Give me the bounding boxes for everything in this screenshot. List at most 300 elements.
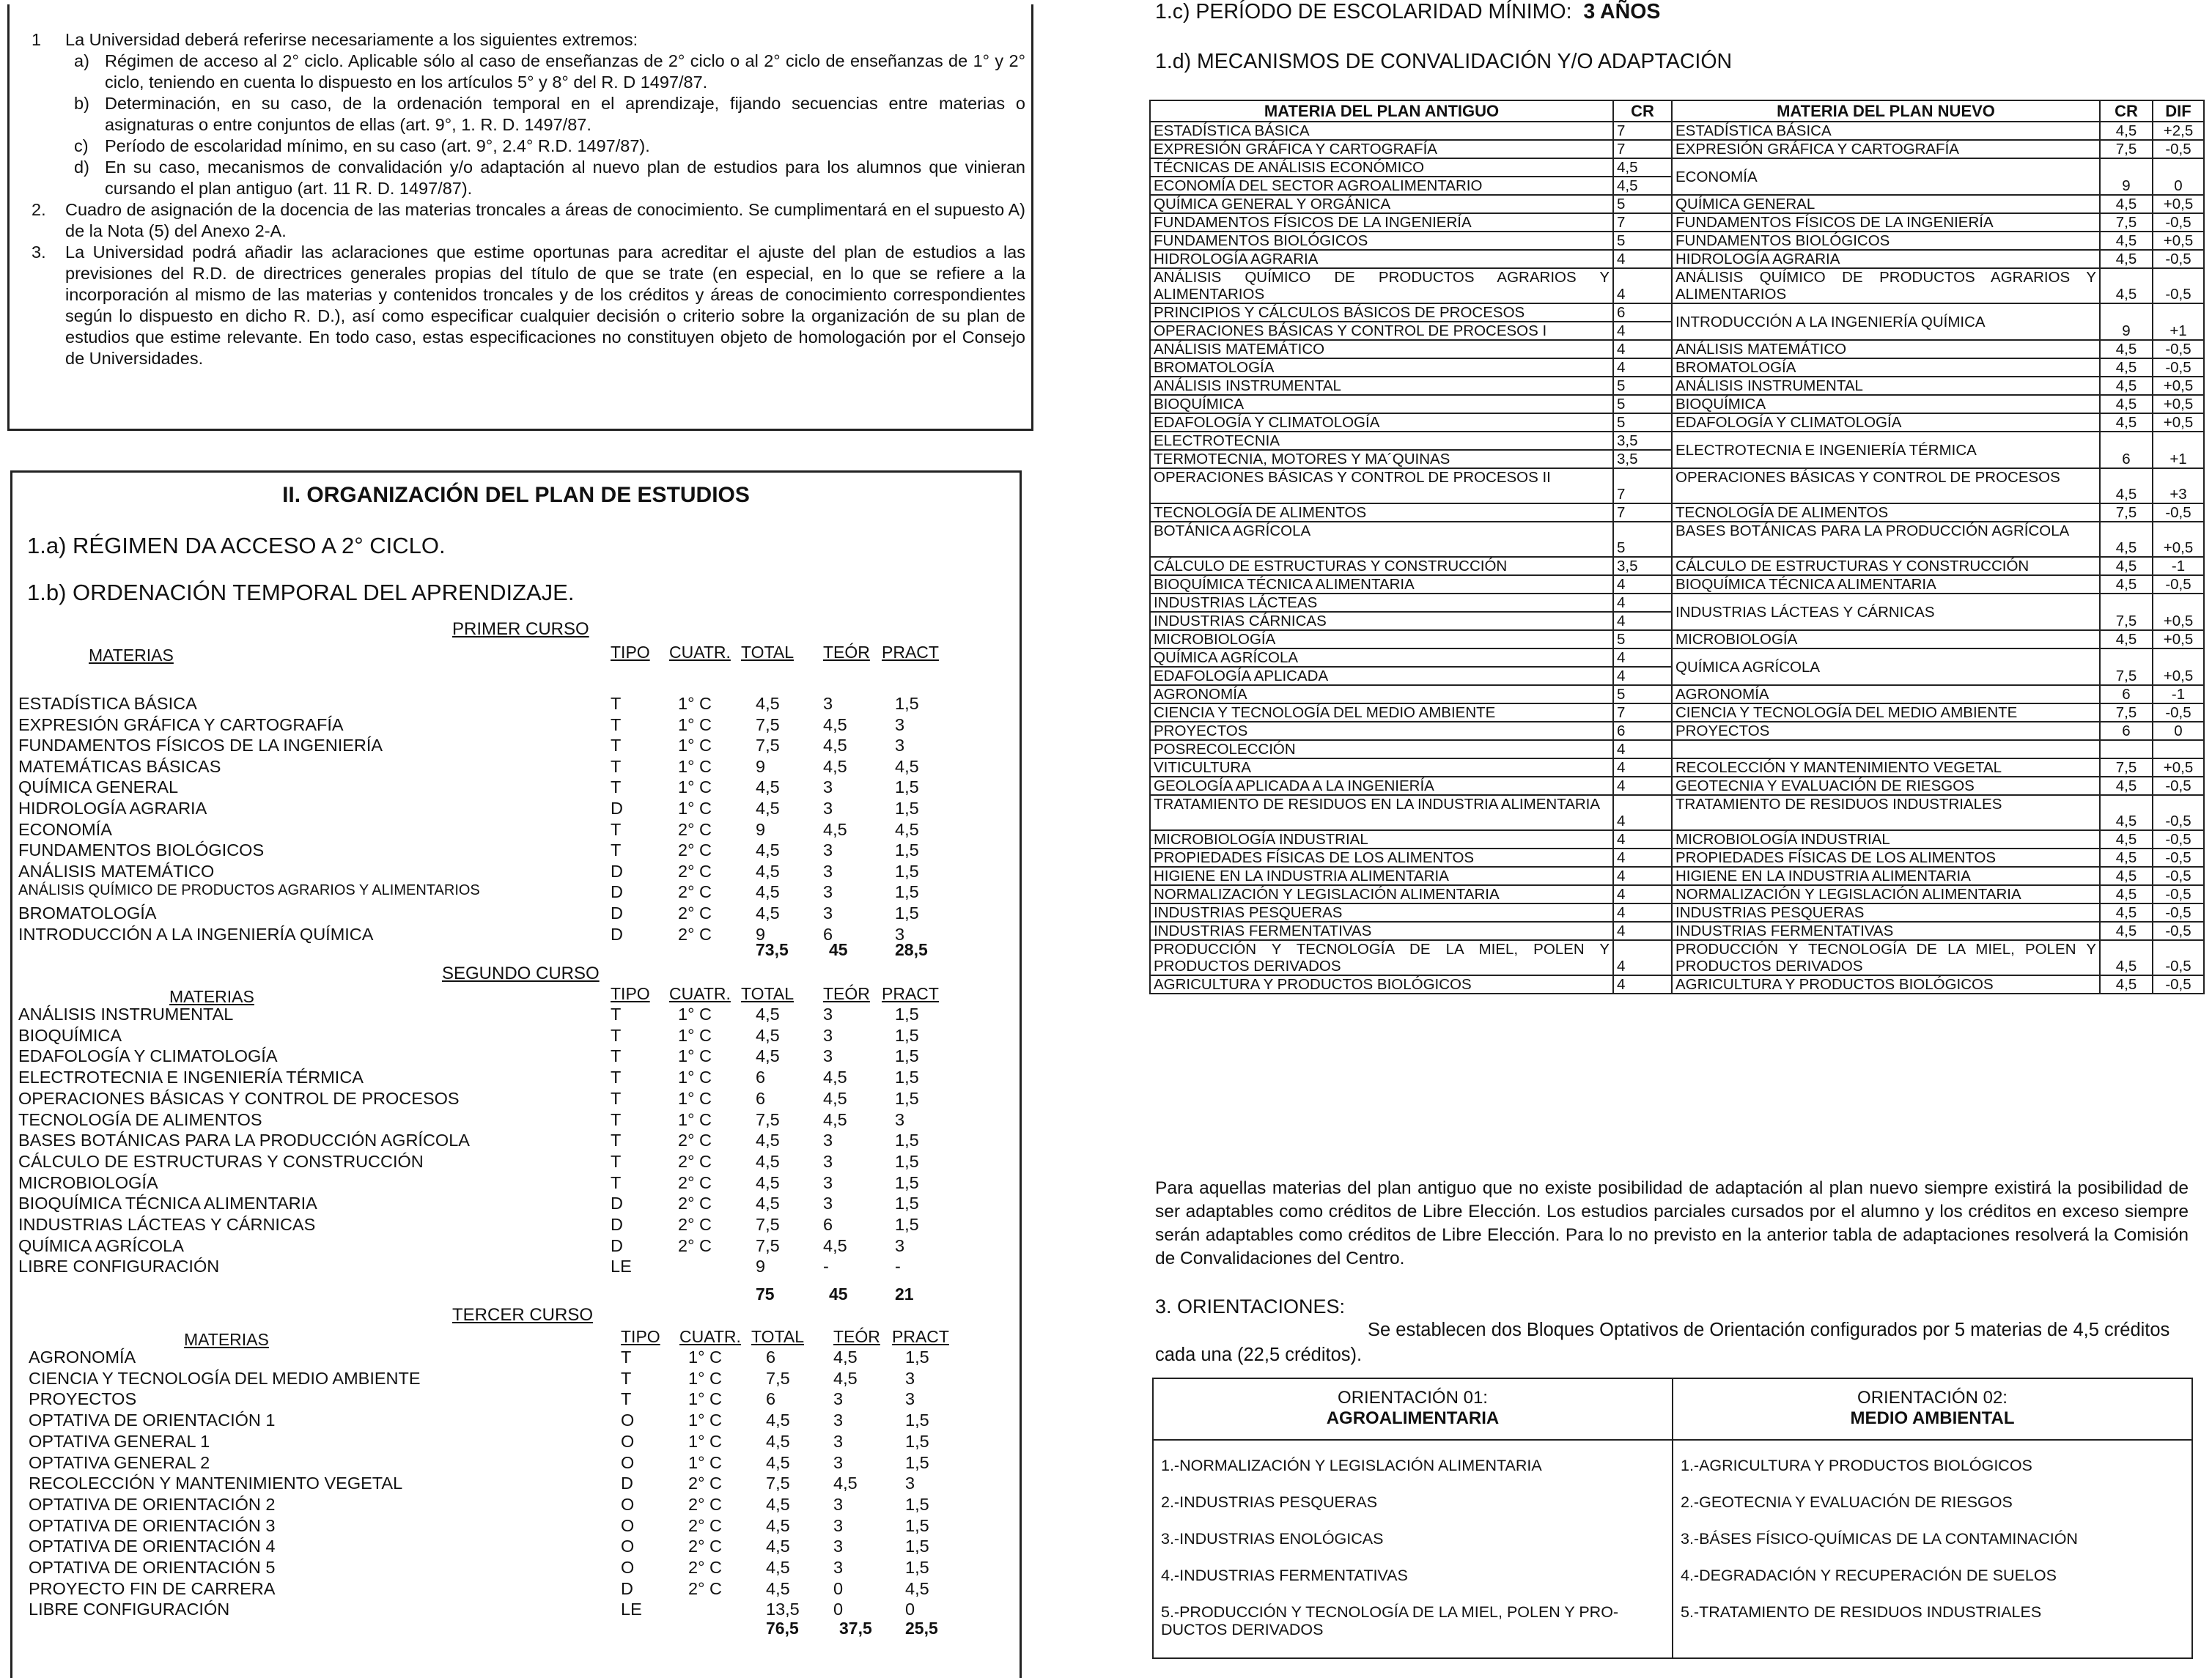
- new-cr-cell: 7,5: [2100, 648, 2153, 685]
- table-row: [12, 1579, 1017, 1600]
- new-cr-cell: 7,5: [2100, 594, 2153, 630]
- total-cell: 6: [756, 1068, 766, 1087]
- teor-cell: 4,5: [823, 736, 847, 755]
- table-row: [12, 1005, 1017, 1025]
- table-row: [1150, 703, 2204, 722]
- dif-cell: -0,5: [2153, 975, 2204, 994]
- table-row: [12, 777, 1017, 798]
- pract-cell: 1,5: [905, 1348, 929, 1367]
- cuatr-cell: 1° C: [678, 736, 712, 755]
- new-subject-cell: MICROBIOLOGÍA INDUSTRIAL: [1672, 830, 2100, 849]
- table-row: [1150, 722, 2204, 740]
- new-subject-cell: GEOTECNIA Y EVALUACIÓN DE RIESGOS: [1672, 777, 2100, 795]
- dif-cell: -0,5: [2153, 903, 2204, 922]
- pract-cell: 1,5: [895, 861, 919, 881]
- old-cr-cell: 4: [1613, 667, 1672, 685]
- table-row: [12, 1369, 1017, 1389]
- teor-cell: 4,5: [823, 756, 847, 776]
- pract-cell: 3: [895, 736, 905, 755]
- pract-cell: 1,5: [895, 1194, 919, 1213]
- header-materias: MATERIAS: [184, 1330, 269, 1349]
- old-subject-cell: BIOQUÍMICA: [1150, 395, 1613, 413]
- old-cr-cell: 5: [1613, 377, 1672, 395]
- old-cr-cell: 4: [1613, 648, 1672, 667]
- new-subject-cell: BASES BOTÁNICAS PARA LA PRODUCCIÓN AGRÍCOLA: [1672, 522, 2100, 557]
- old-subject-cell: EXPRESIÓN GRÁFICA Y CARTOGRAFÍA: [1150, 140, 1613, 158]
- old-cr-cell: 4: [1613, 612, 1672, 630]
- header-teor: TEÓR: [833, 1327, 880, 1346]
- cuatr-cell: 1° C: [678, 1068, 712, 1087]
- materia-cell: QUÍMICA AGRÍCOLA: [18, 1235, 184, 1255]
- total-cell: 7,5: [766, 1474, 790, 1493]
- old-subject-cell: HIDROLOGÍA AGRARIA: [1150, 250, 1613, 268]
- pract-cell: 1,5: [905, 1431, 929, 1451]
- new-subject-cell: CÁLCULO DE ESTRUCTURAS Y CONSTRUCCIÓN: [1672, 557, 2100, 575]
- total-cell: 4,5: [756, 903, 780, 923]
- old-cr-cell: 7: [1613, 468, 1672, 503]
- materia-cell: LIBRE CONFIGURACIÓN: [29, 1600, 230, 1619]
- orientaciones-text: Se establecen dos Bloques Optativos de Orientación configurados por 5 materias de 4,5 créditos cada una (22,5 créditos).: [1155, 1320, 2170, 1365]
- note-1d: d) En su caso, mecanismos de convalidación y/o adaptación al nuevo plan de estudios para los alumnos que vinieran cursando el plan antiguo (art. 11 R. D. 1497/87).: [74, 158, 1025, 198]
- dif-cell: -0,5: [2153, 885, 2204, 903]
- new-subject-cell: BIOQUÍMICA TÉCNICA ALIMENTARIA: [1672, 575, 2100, 594]
- tipo-cell: O: [621, 1515, 635, 1535]
- old-subject-cell: CIENCIA Y TECNOLOGÍA DEL MEDIO AMBIENTE: [1150, 703, 1613, 722]
- total-value: 21: [895, 1285, 914, 1304]
- old-subject-cell: ANÁLISIS INSTRUMENTAL: [1150, 377, 1613, 395]
- teor-cell: 3: [833, 1558, 844, 1577]
- tipo-cell: T: [611, 1172, 622, 1192]
- old-subject-cell: ANÁLISIS QUÍMICO DE PRODUCTOS AGRARIOS Y ALIMENTARIOS: [1150, 268, 1613, 303]
- table-row: [12, 1089, 1017, 1109]
- table-row: [12, 715, 1017, 736]
- teor-cell: 3: [823, 1131, 833, 1150]
- orientation-02-list: [1673, 1440, 2192, 1658]
- pract-cell: -: [895, 1257, 901, 1276]
- materia-cell: INTRODUCCIÓN A LA INGENIERÍA QUÍMICA: [18, 924, 374, 944]
- orientaciones-heading: 3. ORIENTACIONES:: [1155, 1296, 1346, 1317]
- old-subject-cell: AGRICULTURA Y PRODUCTOS BIOLÓGICOS: [1150, 975, 1613, 994]
- header-cuatr: CUATR.: [669, 984, 731, 1003]
- list-item: 2.-INDUSTRIAS PESQUERAS: [1161, 1493, 1378, 1511]
- teor-cell: 3: [823, 1005, 833, 1024]
- old-subject-cell: EDAFOLOGÍA APLICADA: [1150, 667, 1613, 685]
- new-cr-cell: 6: [2100, 722, 2153, 740]
- new-subject-cell: PRODUCCIÓN Y TECNOLOGÍA DE LA MIEL, POLEN Y PRODUCTOS DERIVADOS: [1672, 940, 2100, 975]
- materia-cell: OPTATIVA DE ORIENTACIÓN 5: [29, 1558, 276, 1577]
- total-cell: 4,5: [756, 1046, 780, 1066]
- old-cr-cell: 4: [1613, 740, 1672, 758]
- tipo-cell: T: [611, 1025, 622, 1045]
- table-row: [1150, 122, 2204, 140]
- table-row: [1150, 975, 2204, 994]
- materia-cell: CÁLCULO DE ESTRUCTURAS Y CONSTRUCCIÓN: [18, 1151, 424, 1171]
- tipo-cell: O: [621, 1494, 635, 1514]
- teor-cell: 3: [833, 1411, 844, 1430]
- materia-cell: HIDROLOGÍA AGRARIA: [18, 799, 207, 818]
- table-row: [12, 1537, 1017, 1557]
- total-cell: 6: [766, 1348, 776, 1367]
- table-body: [1150, 122, 2204, 994]
- old-cr-cell: 5: [1613, 413, 1672, 432]
- header-materias: MATERIAS: [89, 646, 174, 665]
- new-subject-cell: FUNDAMENTOS FÍSICOS DE LA INGENIERÍA: [1672, 213, 2100, 232]
- list-item: 5.-TRATAMIENTO DE RESIDUOS INDUSTRIALES: [1681, 1603, 2042, 1621]
- new-cr-cell: 6: [2100, 432, 2153, 468]
- materia-cell: FUNDAMENTOS BIOLÓGICOS: [18, 840, 265, 860]
- pract-cell: 3: [905, 1474, 915, 1493]
- table-row: [12, 1453, 1017, 1474]
- total-cell: 4,5: [756, 1194, 780, 1213]
- header-tipo: TIPO: [611, 984, 650, 1003]
- new-cr-cell: 4,5: [2100, 903, 2153, 922]
- table-row: [1150, 195, 2204, 213]
- new-cr-cell: 4,5: [2100, 268, 2153, 303]
- table-row: [1150, 922, 2204, 940]
- teor-cell: 4,5: [823, 1088, 847, 1108]
- new-cr-cell: 4,5: [2100, 557, 2153, 575]
- new-cr-cell: 4,5: [2100, 468, 2153, 503]
- materia-cell: ESTADÍSTICA BÁSICA: [18, 694, 197, 713]
- new-cr-cell: 4,5: [2100, 522, 2153, 557]
- table-row: [1150, 468, 2204, 503]
- tipo-cell: D: [611, 861, 623, 881]
- cuatr-cell: 2° C: [678, 924, 712, 944]
- old-cr-cell: 5: [1613, 195, 1672, 213]
- teor-cell: 3: [823, 777, 833, 797]
- total-cell: 4,5: [766, 1431, 790, 1451]
- heading-regimen-acceso: 1.a) RÉGIMEN DA ACCESO A 2° CICLO.: [27, 533, 446, 558]
- teor-cell: 3: [823, 1025, 833, 1045]
- new-subject-cell: AGRICULTURA Y PRODUCTOS BIOLÓGICOS: [1672, 975, 2100, 994]
- notes-box: [7, 4, 1033, 431]
- dif-cell: -1: [2153, 557, 2204, 575]
- tipo-cell: T: [621, 1348, 632, 1367]
- list-item: 4.-INDUSTRIAS FERMENTATIVAS: [1161, 1567, 1408, 1584]
- teor-cell: 3: [823, 840, 833, 860]
- pract-cell: 1,5: [895, 1068, 919, 1087]
- pract-cell: 1,5: [895, 1172, 919, 1192]
- cuatr-cell: 1° C: [678, 714, 712, 734]
- total-value: 25,5: [905, 1619, 938, 1638]
- cuatr-cell: 1° C: [678, 694, 712, 713]
- old-subject-cell: EDAFOLOGÍA Y CLIMATOLOGÍA: [1150, 413, 1613, 432]
- old-subject-cell: INDUSTRIAS FERMENTATIVAS: [1150, 922, 1613, 940]
- tipo-cell: T: [611, 840, 622, 860]
- pract-cell: 1,5: [895, 799, 919, 818]
- table-row: [12, 1194, 1017, 1214]
- old-subject-cell: MICROBIOLOGÍA INDUSTRIAL: [1150, 830, 1613, 849]
- cuatr-cell: 2° C: [678, 1235, 712, 1255]
- pract-cell: 3: [895, 1235, 905, 1255]
- total-cell: 4,5: [756, 861, 780, 881]
- table-row: [12, 1173, 1017, 1194]
- list-item: 5.-PRODUCCIÓN Y TECNOLOGÍA DE LA MIEL, POLEN Y PRO- DUCTOS DERIVADOS: [1161, 1603, 1619, 1638]
- orientation-01-header: ORIENTACIÓN 01: AGROALIMENTARIA: [1153, 1378, 1673, 1440]
- cuatr-cell: 2° C: [688, 1537, 722, 1556]
- old-cr-cell: 5: [1613, 630, 1672, 648]
- table-row: [12, 1046, 1017, 1067]
- old-cr-cell: 7: [1613, 703, 1672, 722]
- new-cr-cell: 7,5: [2100, 503, 2153, 522]
- materia-cell: BROMATOLOGÍA: [18, 903, 157, 923]
- total-cell: 4,5: [766, 1411, 790, 1430]
- teor-cell: 6: [823, 1215, 833, 1234]
- teor-cell: 3: [833, 1452, 844, 1472]
- new-cr-cell: 4,5: [2100, 975, 2153, 994]
- teor-cell: 0: [833, 1600, 844, 1619]
- table-row: [12, 1411, 1017, 1431]
- total-cell: 7,5: [766, 1368, 790, 1388]
- new-subject-cell: INDUSTRIAS LÁCTEAS Y CÁRNICAS: [1672, 594, 2100, 630]
- table-row: [1150, 503, 2204, 522]
- tipo-cell: T: [611, 819, 622, 839]
- convalidation-table: [1149, 100, 2205, 994]
- old-subject-cell: AGRONOMÍA: [1150, 685, 1613, 703]
- new-subject-cell: EXPRESIÓN GRÁFICA Y CARTOGRAFÍA: [1672, 140, 2100, 158]
- teor-cell: 3: [833, 1515, 844, 1535]
- new-cr-cell: 4,5: [2100, 940, 2153, 975]
- old-subject-cell: GEOLOGÍA APLICADA A LA INGENIERÍA: [1150, 777, 1613, 795]
- note-3: 3. La Universidad podrá añadir las aclaraciones que estime oportunas para acreditar el ajuste del plan de estudios a las previsiones del R.D. de directrices generales propias del título de que se trate (en especial, en lo que se refiere a la incorporación al mismo de las materias y contenidos troncales y de los créditos y áreas de conocimiento correspondientes según lo dispuesto en dicho R. D.), así como especificar cualquier decisión o criterio sobre la organización de su plan de estudios que estime relevante. En todo caso, estas especificaciones no constituyen objeto de homologación por el Consejo de Universidades.: [32, 243, 1025, 368]
- new-cr-cell: 4,5: [2100, 630, 2153, 648]
- tipo-cell: D: [621, 1474, 633, 1493]
- materia-cell: EDAFOLOGÍA Y CLIMATOLOGÍA: [18, 1046, 278, 1066]
- old-cr-cell: 6: [1613, 722, 1672, 740]
- new-subject-cell: TECNOLOGÍA DE ALIMENTOS: [1672, 503, 2100, 522]
- table-row: [12, 840, 1017, 861]
- total-cell: 6: [756, 1088, 766, 1108]
- new-subject-cell: PROPIEDADES FÍSICAS DE LOS ALIMENTOS: [1672, 849, 2100, 867]
- table-row: [12, 694, 1017, 714]
- teor-cell: 3: [823, 882, 833, 902]
- teor-cell: 3: [823, 1194, 833, 1213]
- cuatr-cell: 1° C: [678, 1046, 712, 1066]
- old-subject-cell: INDUSTRIAS LÁCTEAS: [1150, 594, 1613, 612]
- old-subject-cell: BIOQUÍMICA TÉCNICA ALIMENTARIA: [1150, 575, 1613, 594]
- new-cr-cell: 4,5: [2100, 849, 2153, 867]
- cuatr-cell: 2° C: [678, 1215, 712, 1234]
- new-subject-cell: HIDROLOGÍA AGRARIA: [1672, 250, 2100, 268]
- total-value: 28,5: [895, 940, 928, 959]
- total-cell: 4,5: [766, 1558, 790, 1577]
- old-subject-cell: TÉCNICAS DE ANÁLISIS ECONÓMICO: [1150, 158, 1613, 177]
- cuatr-cell: 2° C: [678, 861, 712, 881]
- table-row: [1150, 648, 2204, 667]
- new-subject-cell: BIOQUÍMICA: [1672, 395, 2100, 413]
- tipo-cell: T: [611, 694, 622, 713]
- teor-cell: 3: [823, 861, 833, 881]
- new-cr-cell: 9: [2100, 303, 2153, 340]
- tipo-cell: T: [611, 777, 622, 797]
- old-cr-cell: 4: [1613, 922, 1672, 940]
- header-teor: TEÓR: [823, 984, 870, 1003]
- dif-cell: +0,5: [2153, 630, 2204, 648]
- cuatr-cell: 1° C: [688, 1368, 722, 1388]
- new-subject-cell: PROYECTOS: [1672, 722, 2100, 740]
- note-1c: c) Período de escolaridad mínimo, en su caso (art. 9°, 2.4° R.D. 1497/87).: [74, 136, 650, 155]
- teor-cell: 4,5: [833, 1348, 858, 1367]
- old-cr-cell: 4: [1613, 268, 1672, 303]
- new-subject-cell: OPERACIONES BÁSICAS Y CONTROL DE PROCESOS: [1672, 468, 2100, 503]
- pract-cell: 1,5: [895, 1005, 919, 1024]
- tipo-cell: T: [611, 1088, 622, 1108]
- dif-cell: -0,5: [2153, 849, 2204, 867]
- old-cr-cell: 4: [1613, 594, 1672, 612]
- total-cell: 4,5: [756, 777, 780, 797]
- list-item: 4.-DEGRADACIÓN Y RECUPERACIÓN DE SUELOS: [1681, 1567, 2057, 1584]
- dif-cell: -0,5: [2153, 358, 2204, 377]
- header-tipo: TIPO: [611, 643, 650, 662]
- new-cr-cell: 9: [2100, 158, 2153, 195]
- materia-cell: EXPRESIÓN GRÁFICA Y CARTOGRAFÍA: [18, 714, 344, 734]
- tipo-cell: LE: [621, 1600, 642, 1619]
- materia-cell: ELECTROTECNIA E INGENIERÍA TÉRMICA: [18, 1068, 364, 1087]
- materia-cell: RECOLECCIÓN Y MANTENIMIENTO VEGETAL: [29, 1474, 403, 1493]
- cuatr-cell: 2° C: [688, 1494, 722, 1514]
- old-subject-cell: ELECTROTECNIA: [1150, 432, 1613, 450]
- table-row: [1150, 140, 2204, 158]
- new-subject-cell: ANÁLISIS QUÍMICO DE PRODUCTOS AGRARIOS Y ALIMENTARIOS: [1672, 268, 2100, 303]
- dif-cell: -0,5: [2153, 922, 2204, 940]
- pract-cell: 1,5: [905, 1494, 929, 1514]
- old-cr-cell: 4: [1613, 903, 1672, 922]
- old-cr-cell: 4: [1613, 575, 1672, 594]
- heading-ordenacion: 1.b) ORDENACIÓN TEMPORAL DEL APRENDIZAJE.: [27, 580, 575, 605]
- dif-cell: -0,5: [2153, 867, 2204, 885]
- tipo-cell: T: [611, 1109, 622, 1129]
- table-row: [12, 1215, 1017, 1235]
- new-subject-cell: NORMALIZACIÓN Y LEGISLACIÓN ALIMENTARIA: [1672, 885, 2100, 903]
- dif-cell: 0: [2153, 722, 2204, 740]
- new-cr-cell: 4,5: [2100, 777, 2153, 795]
- old-subject-cell: PRINCIPIOS Y CÁLCULOS BÁSICOS DE PROCESOS: [1150, 303, 1613, 322]
- old-cr-cell: 4: [1613, 250, 1672, 268]
- tipo-cell: LE: [611, 1257, 632, 1276]
- table-row: [1150, 358, 2204, 377]
- total-cell: 9: [756, 1257, 766, 1276]
- old-subject-cell: PROPIEDADES FÍSICAS DE LOS ALIMENTOS: [1150, 849, 1613, 867]
- tipo-cell: T: [611, 1068, 622, 1087]
- note-1b: b) Determinación, en su caso, de la ordenación temporal en el aprendizaje, fijando secuencias entre materias o asignaturas o entre conjuntos de ellas (art. 9°, 1. R. D. 1497/87.: [74, 94, 1025, 134]
- tipo-cell: D: [611, 1235, 623, 1255]
- table-row: [1150, 232, 2204, 250]
- total-cell: 4,5: [756, 1131, 780, 1150]
- col-cr2: CR: [2100, 100, 2153, 122]
- tipo-cell: T: [611, 756, 622, 776]
- pract-cell: 3: [895, 714, 905, 734]
- tipo-cell: O: [621, 1431, 635, 1451]
- table-row: [12, 1348, 1017, 1368]
- old-cr-cell: 5: [1613, 232, 1672, 250]
- total-cell: 13,5: [766, 1600, 800, 1619]
- tipo-cell: T: [621, 1389, 632, 1409]
- total-cell: 4,5: [766, 1494, 790, 1514]
- tipo-cell: D: [621, 1578, 633, 1598]
- dif-cell: +1: [2153, 432, 2204, 468]
- old-subject-cell: FUNDAMENTOS BIOLÓGICOS: [1150, 232, 1613, 250]
- teor-cell: 4,5: [823, 1235, 847, 1255]
- materia-cell: OPTATIVA GENERAL 2: [29, 1452, 210, 1472]
- tipo-cell: D: [611, 882, 623, 902]
- old-subject-cell: ESTADÍSTICA BÁSICA: [1150, 122, 1613, 140]
- table-row: [1150, 830, 2204, 849]
- teor-cell: 3: [833, 1389, 844, 1409]
- header-pract: PRACT: [882, 984, 939, 1003]
- old-cr-cell: 4,5: [1613, 177, 1672, 195]
- teor-cell: 4,5: [823, 714, 847, 734]
- tipo-cell: D: [611, 1215, 623, 1234]
- course-label: TERCER CURSO: [452, 1305, 594, 1325]
- old-subject-cell: BOTÁNICA AGRÍCOLA: [1150, 522, 1613, 557]
- old-cr-cell: 5: [1613, 522, 1672, 557]
- materia-cell: ECONOMÍA: [18, 819, 112, 839]
- table-row: [1150, 575, 2204, 594]
- materia-cell: ANÁLISIS INSTRUMENTAL: [18, 1005, 234, 1024]
- materia-cell: ANÁLISIS MATEMÁTICO: [18, 861, 215, 881]
- header-pract: PRACT: [882, 643, 939, 662]
- old-cr-cell: 4: [1613, 758, 1672, 777]
- total-cell: 7,5: [756, 714, 780, 734]
- dif-cell: -0,5: [2153, 777, 2204, 795]
- table-row: [1150, 413, 2204, 432]
- cuatr-cell: 2° C: [678, 1172, 712, 1192]
- teor-cell: 3: [823, 694, 833, 713]
- total-value: 37,5: [839, 1619, 872, 1638]
- section-title: II. ORGANIZACIÓN DEL PLAN DE ESTUDIOS: [282, 483, 750, 507]
- teor-cell: 3: [823, 799, 833, 818]
- table-row: [1150, 777, 2204, 795]
- total-cell: 4,5: [766, 1578, 790, 1598]
- pract-cell: 1,5: [895, 882, 919, 902]
- pract-cell: 3: [905, 1368, 915, 1388]
- pract-cell: 3: [895, 924, 905, 944]
- teor-cell: 3: [833, 1431, 844, 1451]
- pract-cell: 1,5: [905, 1558, 929, 1577]
- materia-cell: OPTATIVA DE ORIENTACIÓN 4: [29, 1537, 276, 1556]
- table-row: [12, 925, 1017, 945]
- table-row: [1150, 630, 2204, 648]
- table-header-row: [1150, 100, 2204, 122]
- teor-cell: 3: [823, 1046, 833, 1066]
- materia-cell: LIBRE CONFIGURACIÓN: [18, 1257, 220, 1276]
- cuatr-cell: 2° C: [688, 1578, 722, 1598]
- old-cr-cell: 3,5: [1613, 450, 1672, 468]
- materia-cell: BASES BOTÁNICAS PARA LA PRODUCCIÓN AGRÍCOLA: [18, 1131, 470, 1150]
- header-tipo: TIPO: [621, 1327, 660, 1346]
- new-cr-cell: 4,5: [2100, 830, 2153, 849]
- old-subject-cell: OPERACIONES BÁSICAS Y CONTROL DE PROCESOS I: [1150, 322, 1613, 340]
- new-subject-cell: INTRODUCCIÓN A LA INGENIERÍA QUÍMICA: [1672, 303, 2100, 340]
- old-subject-cell: ANÁLISIS MATEMÁTICO: [1150, 340, 1613, 358]
- table-row: [12, 1389, 1017, 1410]
- table-row: [1150, 885, 2204, 903]
- materia-cell: OPTATIVA DE ORIENTACIÓN 3: [29, 1515, 276, 1535]
- old-cr-cell: 7: [1613, 140, 1672, 158]
- old-subject-cell: CÁLCULO DE ESTRUCTURAS Y CONSTRUCCIÓN: [1150, 557, 1613, 575]
- new-cr-cell: 4,5: [2100, 250, 2153, 268]
- total-value: 76,5: [766, 1619, 799, 1638]
- pract-cell: 3: [895, 1109, 905, 1129]
- total-value: 75: [756, 1285, 775, 1304]
- tipo-cell: D: [611, 1194, 623, 1213]
- old-subject-cell: QUÍMICA AGRÍCOLA: [1150, 648, 1613, 667]
- tipo-cell: T: [611, 736, 622, 755]
- old-cr-cell: 6: [1613, 303, 1672, 322]
- old-cr-cell: 4: [1613, 322, 1672, 340]
- new-cr-cell: 7,5: [2100, 703, 2153, 722]
- cuatr-cell: 1° C: [678, 1025, 712, 1045]
